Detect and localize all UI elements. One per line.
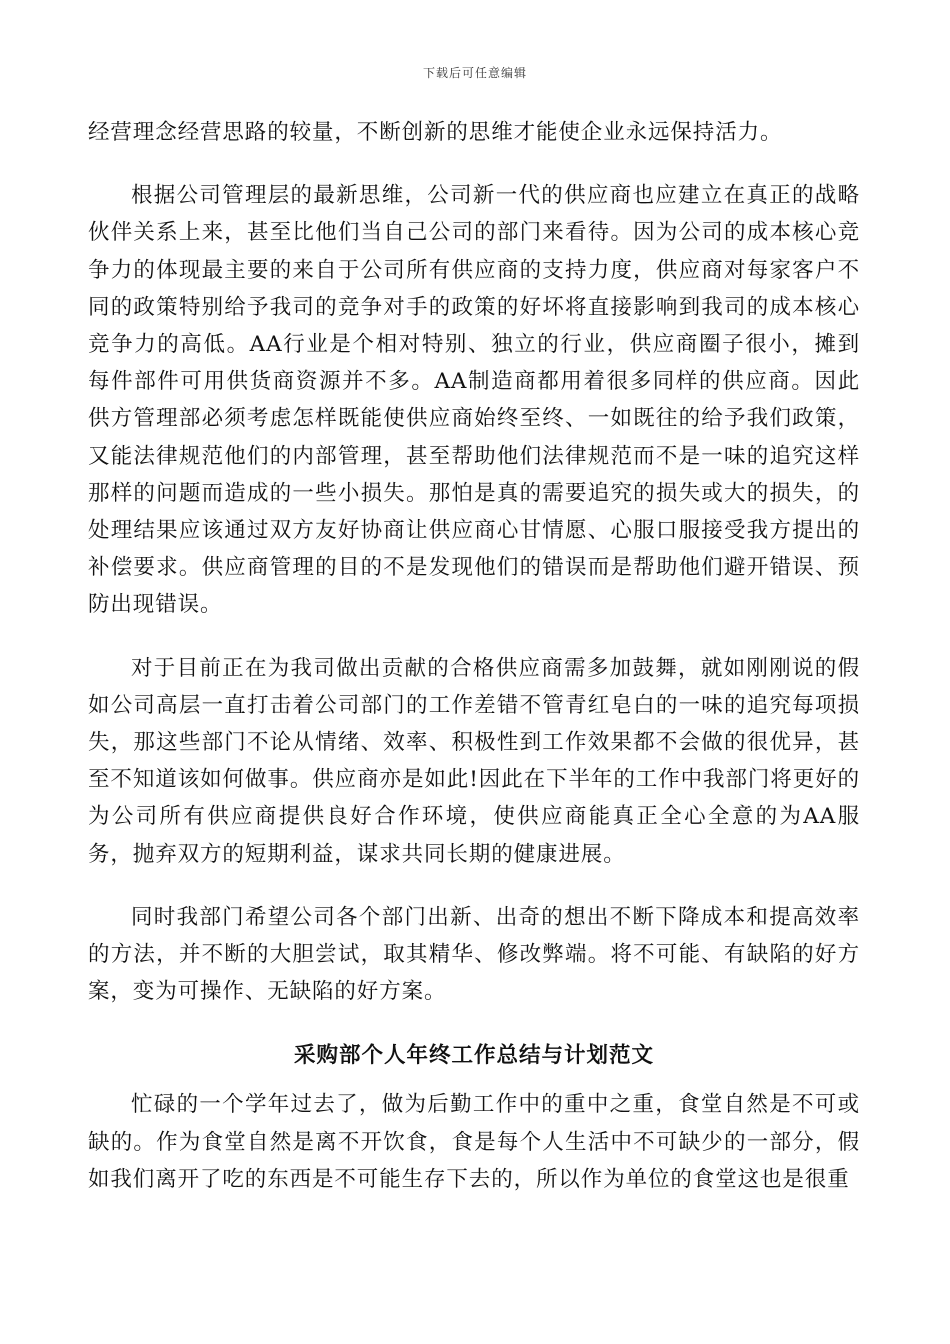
paragraph-canteen-intro: 忙碌的一个学年过去了，做为后勤工作中的重中之重，食堂自然是不可或缺的。作为食堂自然是离不开饮食，食是每个人生活中不可缺少的一部分，假如我们离开了吃的东西是不可能生存下去的，所以作为单位的食堂这也是很重 xyxy=(88,1092,860,1192)
document-body xyxy=(88,114,860,1198)
paragraph-supplier-encouragement: 对于目前正在为我司做出贡献的合格供应商需多加鼓舞，就如刚刚说的假如公司高层一直打击着公司部门的工作差错不管青红皂白的一味的追究每项损失，那这些部门不论从情绪、效率、积极性到工作效果都不会做的很优异，甚至不知道该如何做事。供应商亦是如此!因此在下半年的工作中我部门将更好的为公司所有供应商提供良好合作环境，使供应商能真正全心全意的为AA服务，抛弃双方的短期利益，谋求共同长期的健康进展。 xyxy=(88,655,860,867)
paragraph-gap xyxy=(88,624,860,650)
section-title: 采购部个人年终工作总结与计划范文 xyxy=(293,1043,654,1069)
paragraph-gap xyxy=(88,151,860,177)
paragraph-gap xyxy=(88,1010,860,1036)
paragraph-gap xyxy=(88,1076,860,1086)
paragraph-supplier-partnership: 根据公司管理层的最新思维，公司新一代的供应商也应建立在真正的战略伙伴关系上来，甚至比他们当自己公司的部门来看待。因为公司的成本核心竞争力的体现最主要的来自于公司所有供应商的支持力度，供应商对每家客户不同的政策特别给予我司的竞争对手的政策的好坏将直接影响到我司的成本核心竞争力的高低。AA行业是个相对特别、独立的行业，供应商圈子很小，摊到每件部件可用供货商资源并不多。AA制造商都用着很多同样的供应商。因此供方管理部必须考虑怎样既能使供应商始终至终、一如既往的给予我们政策，又能法律规范他们的内部管理，甚至帮助他们法律规范而不是一味的追究这样那样的问题而造成的一些小损失。那怕是真的需要追究的损失或大的损失，的处理结果应该通过双方友好协商让供应商心甘情愿、心服口服接受我方提出的补偿要求。供应商管理的目的不是发现他们的错误而是帮助他们避开错误、预防出现错误。 xyxy=(88,183,860,618)
paragraph-gap xyxy=(88,873,860,899)
page-header: 下载后可任意编辑 xyxy=(422,66,527,80)
paragraph-continuation: 经营理念经营思路的较量，不断创新的思维才能使企业永远保持活力。 xyxy=(88,120,783,145)
paragraph-cost-reduction: 同时我部门希望公司各个部门出新、出奇的想出不断下降成本和提高效率的方法，并不断的大胆尝试，取其精华、修改弊端。将不可能、有缺陷的好方案，变为可操作、无缺陷的好方案。 xyxy=(88,904,860,1005)
